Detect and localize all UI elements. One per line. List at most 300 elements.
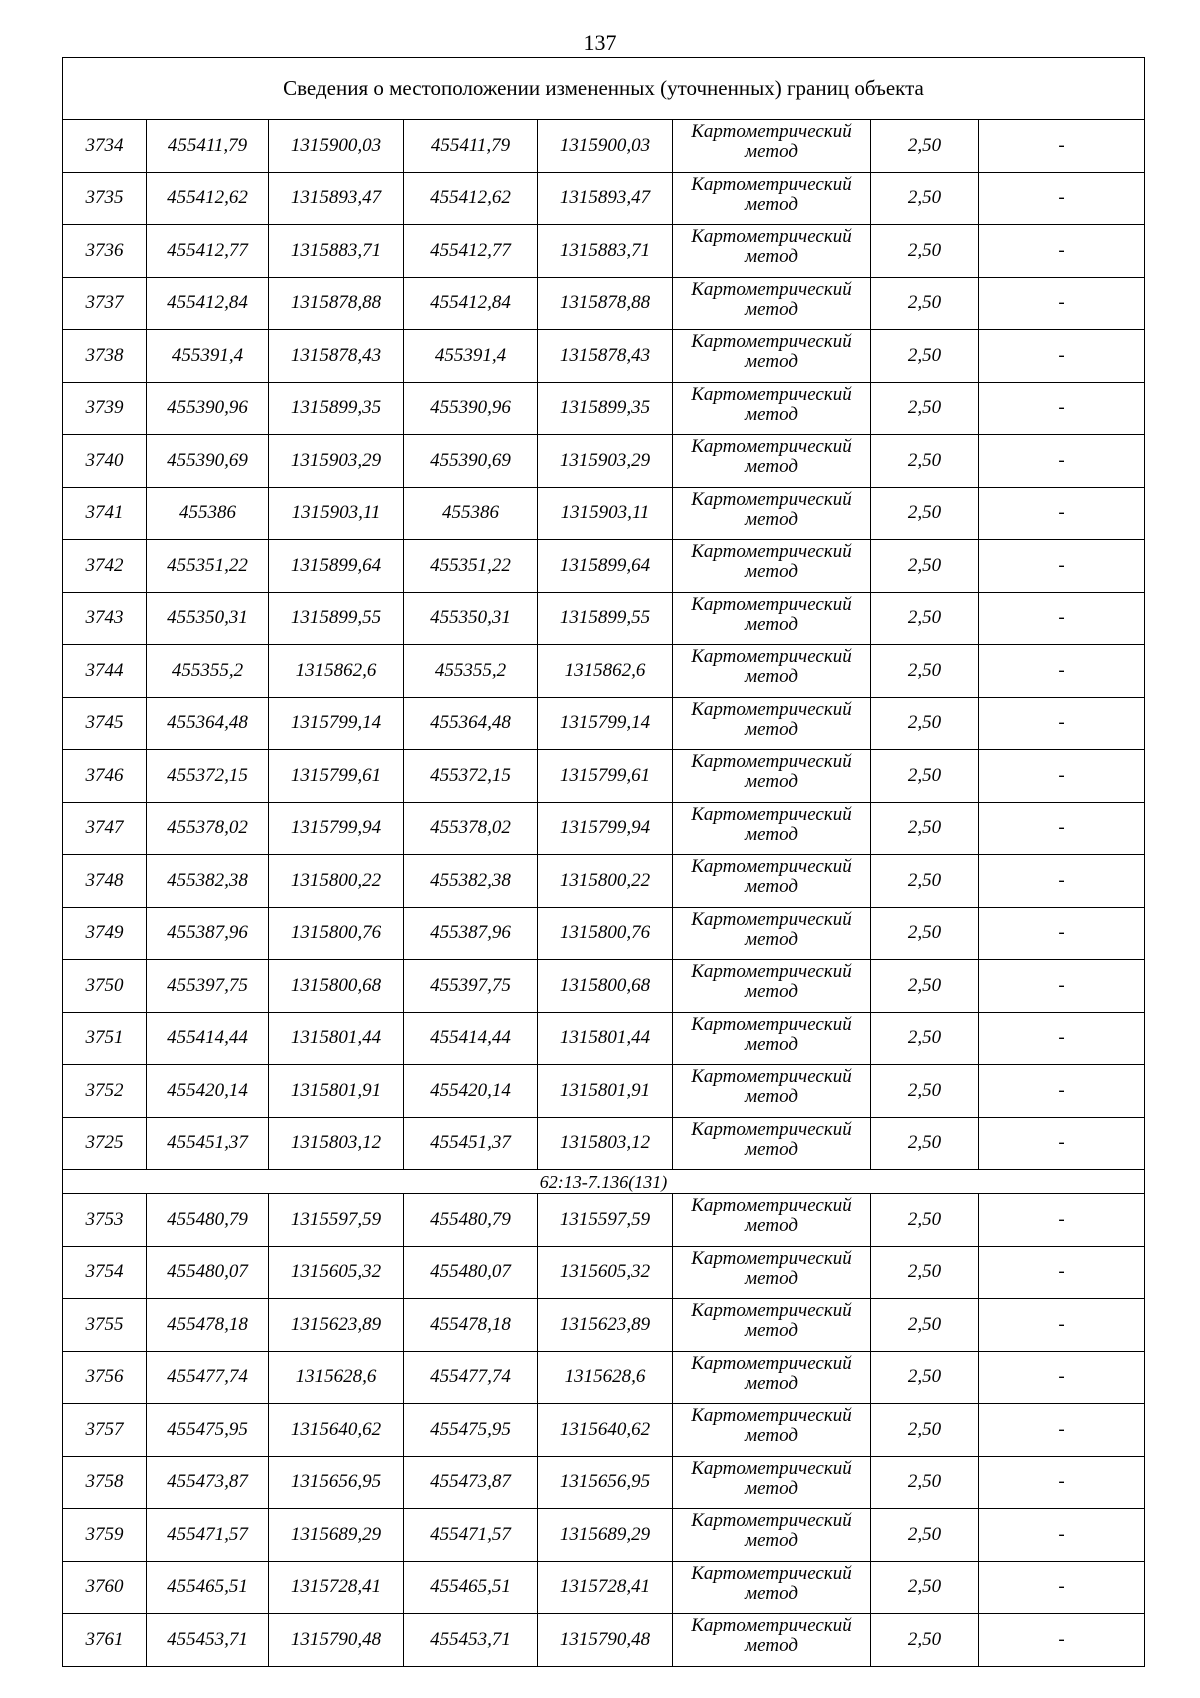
cell-method xyxy=(673,1509,871,1562)
method-line-1: Картометрический xyxy=(691,488,852,510)
cell-x-new: 455378,02 xyxy=(404,802,538,855)
cell-description: - xyxy=(979,1194,1145,1247)
table-row xyxy=(63,1194,1145,1247)
cell-description: - xyxy=(979,1117,1145,1170)
method-line-2: метод xyxy=(745,1267,798,1289)
cell-x-old: 455414,44 xyxy=(147,1012,269,1065)
cell-x-new: 455355,2 xyxy=(404,645,538,698)
method-line-2: метод xyxy=(745,1477,798,1499)
cell-method xyxy=(673,1351,871,1404)
cell-y-old: 1315689,29 xyxy=(269,1509,404,1562)
cell-y-new: 1315883,71 xyxy=(538,225,673,278)
cell-description: - xyxy=(979,330,1145,383)
cell-x-new: 455420,14 xyxy=(404,1065,538,1118)
cell-y-new: 1315801,44 xyxy=(538,1012,673,1065)
cell-x-old: 455350,31 xyxy=(147,592,269,645)
cell-y-old: 1315605,32 xyxy=(269,1246,404,1299)
method-line-1: Картометрический xyxy=(691,278,852,300)
table-row xyxy=(63,1246,1145,1299)
cell-accuracy: 2,50 xyxy=(871,1065,979,1118)
cell-description: - xyxy=(979,1012,1145,1065)
cell-description: - xyxy=(979,592,1145,645)
cell-y-old: 1315800,68 xyxy=(269,960,404,1013)
method-line-1: Картометрический xyxy=(691,1510,852,1531)
table-row xyxy=(63,277,1145,330)
cell-accuracy: 2,50 xyxy=(871,1509,979,1562)
cell-x-old: 455412,84 xyxy=(147,277,269,330)
cell-point-number: 3743 xyxy=(63,592,147,645)
cell-y-new: 1315899,35 xyxy=(538,382,673,435)
cell-point-number: 3756 xyxy=(63,1351,147,1404)
table-row xyxy=(63,855,1145,908)
cell-method xyxy=(673,645,871,698)
method-line-2: метод xyxy=(745,1086,798,1107)
cell-x-old: 455411,79 xyxy=(147,120,269,173)
cell-point-number: 3758 xyxy=(63,1456,147,1509)
method-line-2: метод xyxy=(745,1215,798,1236)
cell-description: - xyxy=(979,120,1145,173)
cell-y-old: 1315899,64 xyxy=(269,540,404,593)
table-row xyxy=(63,592,1145,645)
cell-x-new: 455475,95 xyxy=(404,1404,538,1457)
method-line-1: Картометрический xyxy=(691,331,852,352)
cell-y-old: 1315883,71 xyxy=(269,225,404,278)
cell-y-old: 1315656,95 xyxy=(269,1456,404,1509)
cell-x-new: 455390,69 xyxy=(404,435,538,488)
cell-accuracy: 2,50 xyxy=(871,1614,979,1667)
cell-x-new: 455364,48 xyxy=(404,697,538,750)
table-row xyxy=(63,960,1145,1013)
table-row xyxy=(63,697,1145,750)
cell-description: - xyxy=(979,172,1145,225)
cell-description: - xyxy=(979,645,1145,698)
cell-y-new: 1315862,6 xyxy=(538,645,673,698)
cell-x-old: 455386 xyxy=(147,487,269,540)
cell-accuracy: 2,50 xyxy=(871,907,979,960)
cell-method xyxy=(673,1012,871,1065)
cell-description: - xyxy=(979,435,1145,488)
cell-description: - xyxy=(979,1065,1145,1118)
cell-accuracy: 2,50 xyxy=(871,592,979,645)
cell-x-old: 455451,37 xyxy=(147,1117,269,1170)
cell-description: - xyxy=(979,855,1145,908)
cell-y-new: 1315800,68 xyxy=(538,960,673,1013)
cell-point-number: 3749 xyxy=(63,907,147,960)
cell-y-new: 1315878,43 xyxy=(538,330,673,383)
method-line-1: Картометрический xyxy=(691,1615,852,1636)
cell-accuracy: 2,50 xyxy=(871,1351,979,1404)
cell-y-new: 1315903,11 xyxy=(538,487,673,540)
cell-point-number: 3739 xyxy=(63,382,147,435)
cell-method xyxy=(673,855,871,908)
cell-method xyxy=(673,802,871,855)
table-row xyxy=(63,540,1145,593)
cell-accuracy: 2,50 xyxy=(871,750,979,803)
cell-y-old: 1315801,44 xyxy=(269,1012,404,1065)
method-line-1: Картометрический xyxy=(691,908,852,930)
cell-point-number: 3755 xyxy=(63,1299,147,1352)
cell-y-old: 1315903,29 xyxy=(269,435,404,488)
cell-point-number: 3725 xyxy=(63,1117,147,1170)
cell-accuracy: 2,50 xyxy=(871,330,979,383)
method-line-2: метод xyxy=(745,246,798,267)
cell-description: - xyxy=(979,487,1145,540)
cell-description: - xyxy=(979,697,1145,750)
cell-point-number: 3747 xyxy=(63,802,147,855)
cell-x-new: 455390,96 xyxy=(404,382,538,435)
cell-method xyxy=(673,487,871,540)
cell-x-new: 455412,62 xyxy=(404,172,538,225)
cell-description: - xyxy=(979,802,1145,855)
table-row xyxy=(63,907,1145,960)
cell-y-old: 1315640,62 xyxy=(269,1404,404,1457)
cell-x-new: 455391,4 xyxy=(404,330,538,383)
cell-description: - xyxy=(979,1614,1145,1667)
cell-x-new: 455453,71 xyxy=(404,1614,538,1667)
cell-x-old: 455475,95 xyxy=(147,1404,269,1457)
cell-point-number: 3742 xyxy=(63,540,147,593)
cell-method xyxy=(673,1456,871,1509)
method-line-2: метод xyxy=(745,876,798,897)
cell-y-old: 1315799,94 xyxy=(269,802,404,855)
cell-method xyxy=(673,540,871,593)
method-line-2: метод xyxy=(745,1425,798,1446)
cell-x-old: 455372,15 xyxy=(147,750,269,803)
method-line-2: метод xyxy=(745,1582,798,1604)
cell-y-new: 1315800,76 xyxy=(538,907,673,960)
cell-y-old: 1315899,35 xyxy=(269,382,404,435)
cell-x-old: 455480,07 xyxy=(147,1246,269,1299)
cell-x-old: 455412,77 xyxy=(147,225,269,278)
cell-y-new: 1315900,03 xyxy=(538,120,673,173)
cell-accuracy: 2,50 xyxy=(871,802,979,855)
table-row xyxy=(63,172,1145,225)
cell-method xyxy=(673,435,871,488)
cell-y-old: 1315862,6 xyxy=(269,645,404,698)
cell-y-new: 1315790,48 xyxy=(538,1614,673,1667)
cell-accuracy: 2,50 xyxy=(871,1299,979,1352)
cell-method xyxy=(673,225,871,278)
table-row xyxy=(63,382,1145,435)
table-row xyxy=(63,645,1145,698)
cell-point-number: 3741 xyxy=(63,487,147,540)
cell-x-new: 455412,84 xyxy=(404,277,538,330)
cell-point-number: 3759 xyxy=(63,1509,147,1562)
cell-y-new: 1315899,55 xyxy=(538,592,673,645)
method-line-1: Картометрический xyxy=(691,541,852,562)
cell-x-new: 455478,18 xyxy=(404,1299,538,1352)
method-line-2: метод xyxy=(745,456,798,477)
cell-y-old: 1315803,12 xyxy=(269,1117,404,1170)
cell-accuracy: 2,50 xyxy=(871,1117,979,1170)
method-line-1: Картометрический xyxy=(691,1195,852,1216)
cell-x-old: 455390,96 xyxy=(147,382,269,435)
table-row xyxy=(63,330,1145,383)
cell-description: - xyxy=(979,907,1145,960)
cell-point-number: 3750 xyxy=(63,960,147,1013)
cell-y-old: 1315801,91 xyxy=(269,1065,404,1118)
table-title: Сведения о местоположении измененных (уточненных) границ объекта xyxy=(63,58,1145,120)
cell-method xyxy=(673,592,871,645)
cell-point-number: 3746 xyxy=(63,750,147,803)
cell-x-old: 455471,57 xyxy=(147,1509,269,1562)
cell-y-new: 1315903,29 xyxy=(538,435,673,488)
method-line-2: метод xyxy=(745,1138,798,1160)
cell-point-number: 3752 xyxy=(63,1065,147,1118)
cell-method xyxy=(673,1246,871,1299)
cell-y-new: 1315689,29 xyxy=(538,1509,673,1562)
method-line-1: Картометрический xyxy=(691,121,852,142)
cell-method xyxy=(673,277,871,330)
method-line-2: метод xyxy=(745,1635,798,1656)
cell-method xyxy=(673,120,871,173)
table-row xyxy=(63,1456,1145,1509)
cell-y-old: 1315800,22 xyxy=(269,855,404,908)
cell-description: - xyxy=(979,1246,1145,1299)
method-line-2: метод xyxy=(745,403,798,425)
cell-x-new: 455397,75 xyxy=(404,960,538,1013)
cell-y-new: 1315628,6 xyxy=(538,1351,673,1404)
cell-point-number: 3760 xyxy=(63,1561,147,1614)
cell-method xyxy=(673,1561,871,1614)
method-line-1: Картометрический xyxy=(691,646,852,667)
method-line-1: Картометрический xyxy=(691,751,852,772)
method-line-1: Картометрический xyxy=(691,1562,852,1584)
cell-accuracy: 2,50 xyxy=(871,1194,979,1247)
method-line-2: метод xyxy=(745,298,798,320)
cell-accuracy: 2,50 xyxy=(871,1561,979,1614)
cell-x-old: 455378,02 xyxy=(147,802,269,855)
cell-accuracy: 2,50 xyxy=(871,960,979,1013)
cell-x-new: 455471,57 xyxy=(404,1509,538,1562)
cell-method xyxy=(673,1299,871,1352)
cell-x-new: 455382,38 xyxy=(404,855,538,908)
table-row xyxy=(63,1012,1145,1065)
boundary-coordinates-table xyxy=(62,57,1145,1667)
section-header-row xyxy=(63,1170,1145,1194)
cell-y-new: 1315899,64 xyxy=(538,540,673,593)
cell-x-old: 455473,87 xyxy=(147,1456,269,1509)
cell-y-old: 1315899,55 xyxy=(269,592,404,645)
cell-x-old: 455351,22 xyxy=(147,540,269,593)
cell-point-number: 3738 xyxy=(63,330,147,383)
method-line-1: Картометрический xyxy=(691,1013,852,1035)
table-row xyxy=(63,802,1145,855)
cell-y-new: 1315800,22 xyxy=(538,855,673,908)
cell-description: - xyxy=(979,960,1145,1013)
cell-method xyxy=(673,750,871,803)
method-line-2: метод xyxy=(745,1372,798,1394)
cell-x-old: 455453,71 xyxy=(147,1614,269,1667)
table-row xyxy=(63,1117,1145,1170)
cell-x-old: 455355,2 xyxy=(147,645,269,698)
cell-description: - xyxy=(979,382,1145,435)
cell-method xyxy=(673,1117,871,1170)
method-line-1: Картометрический xyxy=(691,226,852,247)
cell-accuracy: 2,50 xyxy=(871,172,979,225)
method-line-1: Картометрический xyxy=(691,1066,852,1087)
table-row xyxy=(63,1351,1145,1404)
table-row xyxy=(63,487,1145,540)
cell-point-number: 3745 xyxy=(63,697,147,750)
cell-point-number: 3753 xyxy=(63,1194,147,1247)
method-line-2: метод xyxy=(745,1530,798,1551)
cell-x-new: 455480,79 xyxy=(404,1194,538,1247)
cell-method xyxy=(673,330,871,383)
cell-y-old: 1315878,43 xyxy=(269,330,404,383)
cell-point-number: 3761 xyxy=(63,1614,147,1667)
cell-method xyxy=(673,172,871,225)
cell-accuracy: 2,50 xyxy=(871,645,979,698)
method-line-2: метод xyxy=(745,718,798,740)
cell-y-new: 1315623,89 xyxy=(538,1299,673,1352)
method-line-2: метод xyxy=(745,928,798,950)
table-row xyxy=(63,1561,1145,1614)
table-row xyxy=(63,225,1145,278)
section-label: 62:13-7.136(131) xyxy=(63,1170,1145,1194)
cell-description: - xyxy=(979,540,1145,593)
method-line-1: Картометрический xyxy=(691,1247,852,1269)
method-line-1: Картометрический xyxy=(691,436,852,457)
method-line-1: Картометрический xyxy=(691,803,852,825)
cell-accuracy: 2,50 xyxy=(871,382,979,435)
cell-y-old: 1315903,11 xyxy=(269,487,404,540)
cell-method xyxy=(673,960,871,1013)
cell-x-new: 455480,07 xyxy=(404,1246,538,1299)
method-line-1: Картометрический xyxy=(691,1118,852,1140)
method-line-2: метод xyxy=(745,141,798,162)
cell-x-old: 455477,74 xyxy=(147,1351,269,1404)
cell-y-old: 1315900,03 xyxy=(269,120,404,173)
cell-description: - xyxy=(979,277,1145,330)
table-title-row xyxy=(63,58,1145,120)
cell-method xyxy=(673,1194,871,1247)
table-row xyxy=(63,1299,1145,1352)
cell-x-old: 455478,18 xyxy=(147,1299,269,1352)
table-row xyxy=(63,435,1145,488)
cell-method xyxy=(673,382,871,435)
method-line-1: Картометрический xyxy=(691,173,852,195)
cell-description: - xyxy=(979,1509,1145,1562)
cell-description: - xyxy=(979,1561,1145,1614)
method-line-2: метод xyxy=(745,771,798,792)
cell-point-number: 3740 xyxy=(63,435,147,488)
cell-accuracy: 2,50 xyxy=(871,697,979,750)
cell-point-number: 3748 xyxy=(63,855,147,908)
cell-method xyxy=(673,907,871,960)
cell-description: - xyxy=(979,750,1145,803)
cell-x-new: 455386 xyxy=(404,487,538,540)
cell-point-number: 3736 xyxy=(63,225,147,278)
cell-accuracy: 2,50 xyxy=(871,1404,979,1457)
cell-point-number: 3754 xyxy=(63,1246,147,1299)
cell-x-old: 455465,51 xyxy=(147,1561,269,1614)
cell-x-new: 455351,22 xyxy=(404,540,538,593)
method-line-1: Картометрический xyxy=(691,383,852,405)
cell-x-new: 455387,96 xyxy=(404,907,538,960)
cell-y-old: 1315799,61 xyxy=(269,750,404,803)
method-line-2: метод xyxy=(745,508,798,530)
method-line-2: метод xyxy=(745,823,798,845)
cell-point-number: 3737 xyxy=(63,277,147,330)
method-line-2: метод xyxy=(745,666,798,687)
cell-method xyxy=(673,1065,871,1118)
cell-x-new: 455414,44 xyxy=(404,1012,538,1065)
cell-accuracy: 2,50 xyxy=(871,120,979,173)
cell-accuracy: 2,50 xyxy=(871,277,979,330)
cell-y-old: 1315790,48 xyxy=(269,1614,404,1667)
cell-accuracy: 2,50 xyxy=(871,1246,979,1299)
cell-accuracy: 2,50 xyxy=(871,435,979,488)
cell-x-old: 455382,38 xyxy=(147,855,269,908)
cell-y-new: 1315799,94 xyxy=(538,802,673,855)
cell-y-new: 1315640,62 xyxy=(538,1404,673,1457)
table-row xyxy=(63,1614,1145,1667)
cell-method xyxy=(673,697,871,750)
cell-y-new: 1315799,61 xyxy=(538,750,673,803)
cell-x-old: 455364,48 xyxy=(147,697,269,750)
cell-y-new: 1315656,95 xyxy=(538,1456,673,1509)
method-line-1: Картометрический xyxy=(691,1457,852,1479)
method-line-2: метод xyxy=(745,193,798,215)
cell-y-new: 1315803,12 xyxy=(538,1117,673,1170)
table-row xyxy=(63,1404,1145,1457)
cell-x-new: 455411,79 xyxy=(404,120,538,173)
method-line-1: Картометрический xyxy=(691,856,852,877)
method-line-1: Картометрический xyxy=(691,698,852,720)
cell-y-old: 1315878,88 xyxy=(269,277,404,330)
cell-y-new: 1315801,91 xyxy=(538,1065,673,1118)
cell-x-new: 455473,87 xyxy=(404,1456,538,1509)
cell-point-number: 3751 xyxy=(63,1012,147,1065)
cell-accuracy: 2,50 xyxy=(871,487,979,540)
cell-method xyxy=(673,1404,871,1457)
cell-x-old: 455480,79 xyxy=(147,1194,269,1247)
table-row xyxy=(63,1065,1145,1118)
cell-y-old: 1315623,89 xyxy=(269,1299,404,1352)
cell-method xyxy=(673,1614,871,1667)
cell-y-old: 1315800,76 xyxy=(269,907,404,960)
table-row xyxy=(63,1509,1145,1562)
cell-description: - xyxy=(979,1404,1145,1457)
method-line-2: метод xyxy=(745,351,798,372)
cell-y-new: 1315878,88 xyxy=(538,277,673,330)
cell-point-number: 3734 xyxy=(63,120,147,173)
cell-y-old: 1315597,59 xyxy=(269,1194,404,1247)
cell-point-number: 3757 xyxy=(63,1404,147,1457)
cell-description: - xyxy=(979,225,1145,278)
cell-y-old: 1315799,14 xyxy=(269,697,404,750)
cell-x-old: 455387,96 xyxy=(147,907,269,960)
method-line-2: метод xyxy=(745,1033,798,1055)
method-line-1: Картометрический xyxy=(691,1300,852,1321)
cell-x-old: 455412,62 xyxy=(147,172,269,225)
table-row xyxy=(63,750,1145,803)
method-line-1: Картометрический xyxy=(691,1352,852,1374)
cell-accuracy: 2,50 xyxy=(871,540,979,593)
cell-x-old: 455391,4 xyxy=(147,330,269,383)
cell-x-new: 455465,51 xyxy=(404,1561,538,1614)
cell-x-old: 455390,69 xyxy=(147,435,269,488)
cell-y-old: 1315628,6 xyxy=(269,1351,404,1404)
cell-description: - xyxy=(979,1456,1145,1509)
cell-accuracy: 2,50 xyxy=(871,855,979,908)
cell-description: - xyxy=(979,1299,1145,1352)
method-line-2: метод xyxy=(745,613,798,635)
cell-y-old: 1315893,47 xyxy=(269,172,404,225)
cell-x-new: 455350,31 xyxy=(404,592,538,645)
cell-point-number: 3744 xyxy=(63,645,147,698)
